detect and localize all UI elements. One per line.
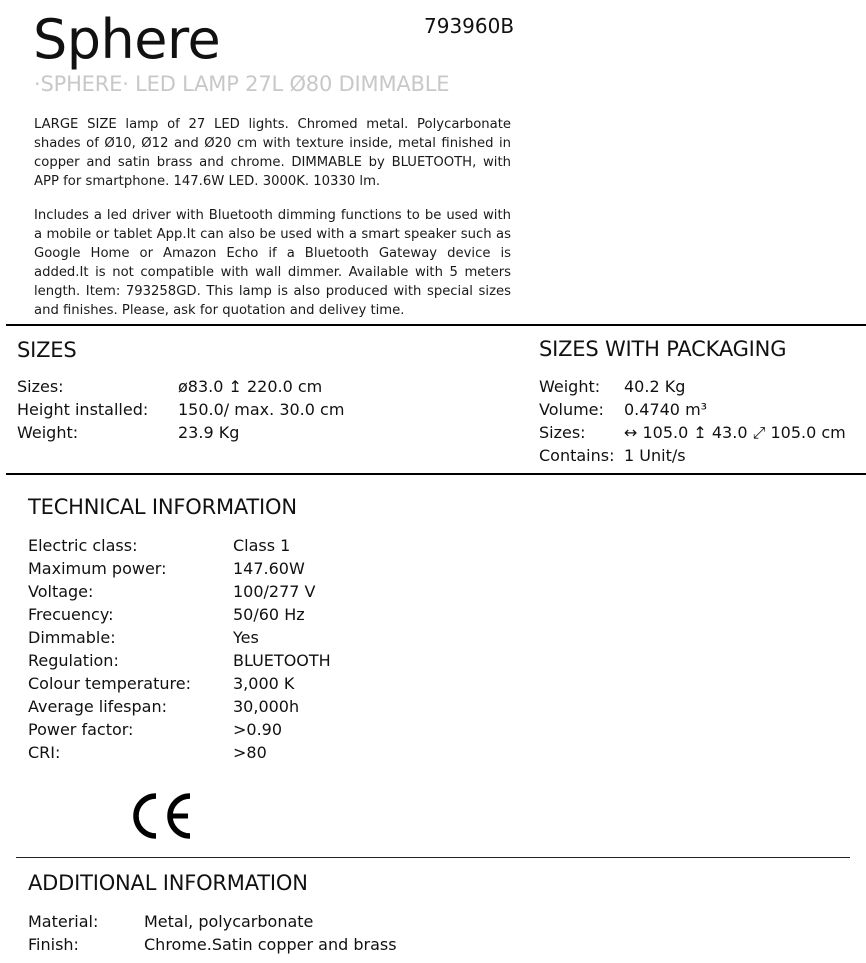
row-value: Yes bbox=[233, 628, 259, 647]
description-paragraph-1: LARGE SIZE lamp of 27 LED lights. Chromed metal. Polycarbonate shades of Ø10, Ø12 and Ø20 cm with texture inside, metal finished in copper and satin brass and chrome. DIMMABLE by BLUETOOTH, with APP for smartphone. 147.6W LED. 3000K. 10330 lm. bbox=[34, 117, 511, 189]
row-value: Chrome.Satin copper and brass bbox=[144, 935, 397, 954]
sizes-heading: SIZES bbox=[17, 338, 77, 362]
row-label: Maximum power: bbox=[28, 559, 167, 578]
additional-heading: ADDITIONAL INFORMATION bbox=[28, 871, 308, 895]
product-code: 793960B bbox=[424, 14, 515, 38]
row-label: Volume: bbox=[539, 400, 604, 419]
row-value: 100/277 V bbox=[233, 582, 316, 601]
packaging-table bbox=[539, 375, 846, 467]
row-value: BLUETOOTH bbox=[233, 651, 331, 670]
row-value: Metal, polycarbonate bbox=[144, 912, 314, 931]
row-label: Frecuency: bbox=[28, 605, 114, 624]
divider bbox=[6, 473, 866, 475]
sizes-table bbox=[17, 375, 344, 444]
sizes-row bbox=[17, 375, 344, 398]
row-label: Weight: bbox=[17, 423, 79, 442]
additional-table bbox=[28, 910, 397, 956]
row-value: 150.0/ max. 30.0 cm bbox=[178, 400, 345, 419]
row-label: Regulation: bbox=[28, 651, 119, 670]
row-label: Height installed: bbox=[17, 400, 149, 419]
row-label: Colour temperature: bbox=[28, 674, 191, 693]
product-title: Sphere bbox=[33, 8, 221, 71]
additional-row bbox=[28, 910, 397, 933]
row-label: Material: bbox=[28, 912, 99, 931]
row-label: Electric class: bbox=[28, 536, 138, 555]
row-label: Finish: bbox=[28, 935, 79, 954]
technical-row bbox=[28, 741, 331, 764]
row-value: ø83.0 ↥ 220.0 cm bbox=[178, 377, 323, 396]
packaging-row bbox=[539, 421, 846, 444]
packaging-heading: SIZES WITH PACKAGING bbox=[539, 337, 787, 361]
technical-row bbox=[28, 718, 331, 741]
divider bbox=[6, 324, 866, 326]
divider bbox=[16, 857, 850, 858]
product-subtitle: ·SPHERE· LED LAMP 27L Ø80 DIMMABLE bbox=[34, 72, 450, 96]
technical-row bbox=[28, 603, 331, 626]
row-value: ↔ 105.0 ↥ 43.0 ⤢ 105.0 cm bbox=[624, 423, 846, 442]
row-value: Class 1 bbox=[233, 536, 291, 555]
technical-row bbox=[28, 649, 331, 672]
technical-table bbox=[28, 534, 331, 764]
row-value: 0.4740 m³ bbox=[624, 400, 708, 419]
row-value: 23.9 Kg bbox=[178, 423, 240, 442]
technical-row bbox=[28, 557, 331, 580]
row-value: 30,000h bbox=[233, 697, 300, 716]
sizes-row bbox=[17, 421, 344, 444]
row-value: 1 Unit/s bbox=[624, 446, 686, 465]
row-value: 40.2 Kg bbox=[624, 377, 686, 396]
row-label: Contains: bbox=[539, 446, 615, 465]
row-label: Sizes: bbox=[539, 423, 586, 442]
row-label: Voltage: bbox=[28, 582, 94, 601]
technical-heading: TECHNICAL INFORMATION bbox=[28, 495, 297, 519]
packaging-row bbox=[539, 398, 846, 421]
row-value: 3,000 K bbox=[233, 674, 295, 693]
row-value: >80 bbox=[233, 743, 267, 762]
ce-mark-icon bbox=[128, 790, 194, 842]
technical-row bbox=[28, 695, 331, 718]
row-label: Sizes: bbox=[17, 377, 64, 396]
row-value: 50/60 Hz bbox=[233, 605, 305, 624]
row-label: CRI: bbox=[28, 743, 61, 762]
sizes-row bbox=[17, 398, 344, 421]
packaging-row bbox=[539, 375, 846, 398]
technical-row bbox=[28, 672, 331, 695]
additional-row bbox=[28, 933, 397, 956]
technical-row bbox=[28, 580, 331, 603]
row-value: >0.90 bbox=[233, 720, 283, 739]
technical-row bbox=[28, 626, 331, 649]
row-label: Power factor: bbox=[28, 720, 134, 739]
row-label: Average lifespan: bbox=[28, 697, 167, 716]
technical-row bbox=[28, 534, 331, 557]
row-value: 147.60W bbox=[233, 559, 305, 578]
row-label: Weight: bbox=[539, 377, 601, 396]
description-paragraph-2: Includes a led driver with Bluetooth dimming functions to be used with a mobile or tablet App.It can also be used with a smart speaker such as Google Home or Amazon Echo if a Bluetooth Gateway device is added.It is not compatible with wall dimmer. Available with 5 meters length. Item: 793258GD. This lamp is also produced with special sizes and finishes. Please, ask for quotation and delivey time. bbox=[34, 208, 511, 318]
row-label: Dimmable: bbox=[28, 628, 116, 647]
packaging-row bbox=[539, 444, 846, 467]
